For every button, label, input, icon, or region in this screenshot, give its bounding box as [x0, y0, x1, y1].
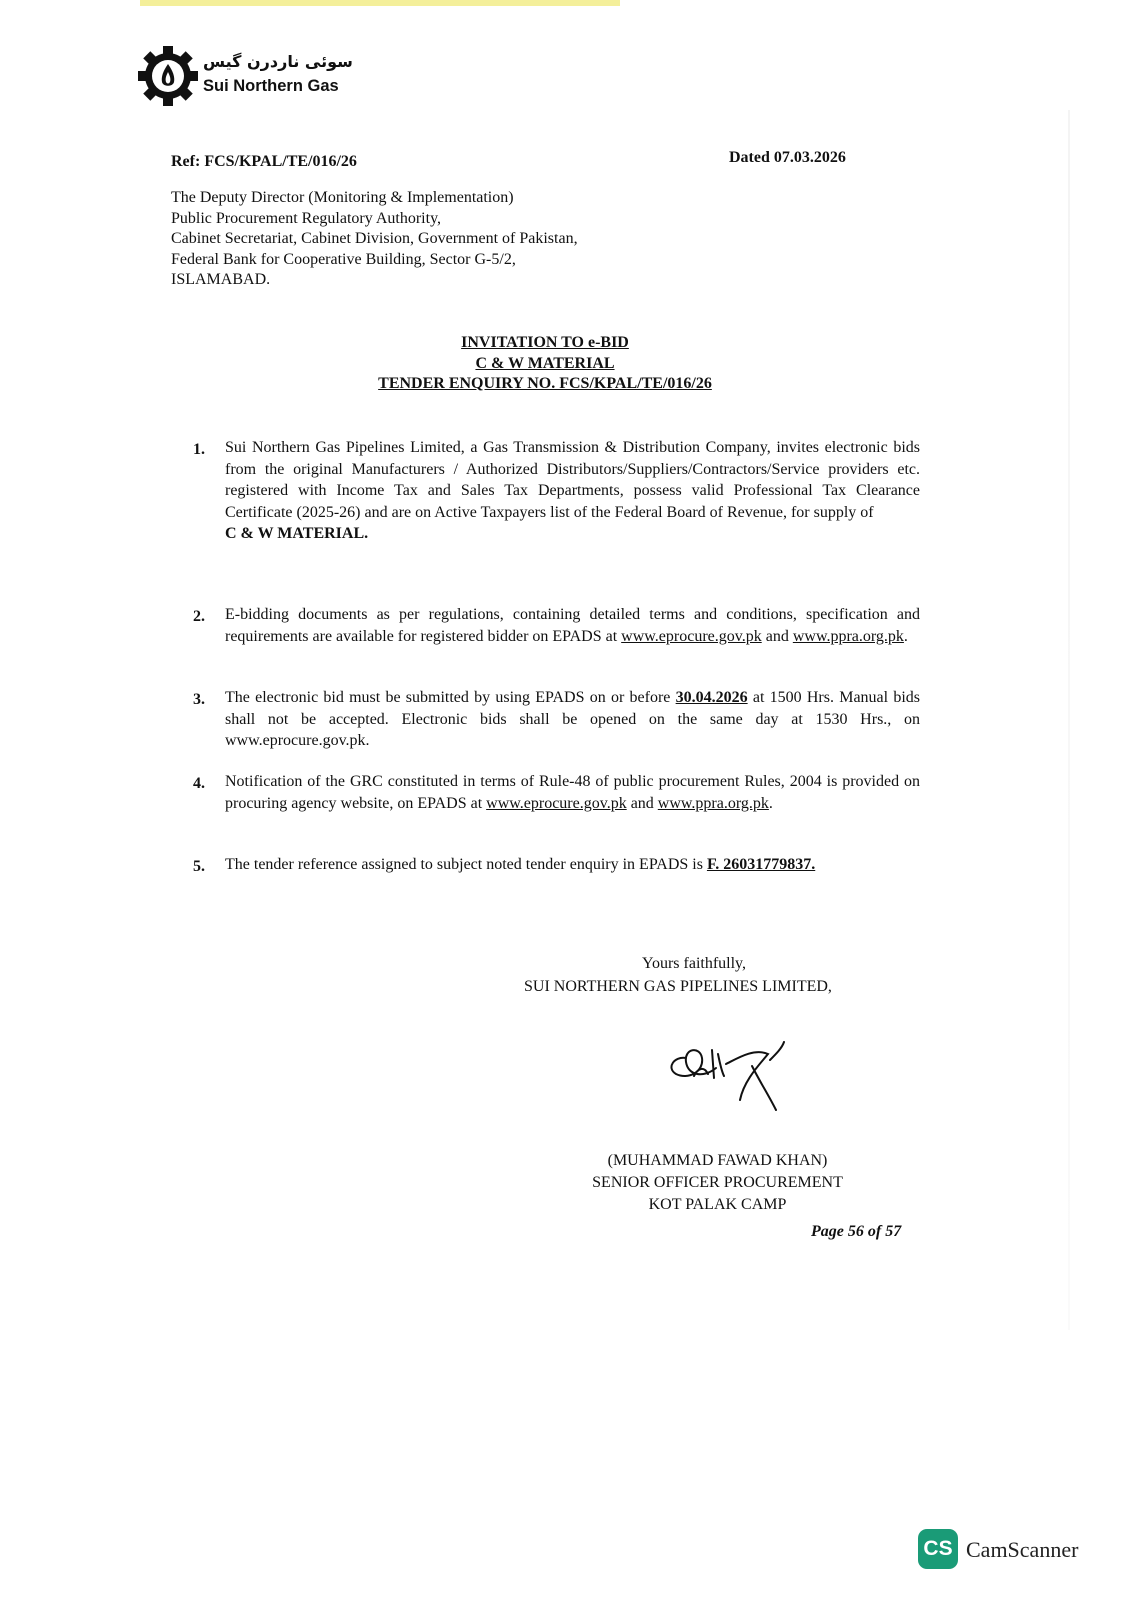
paragraph-3 — [225, 687, 920, 752]
address-line: Cabinet Secretariat, Cabinet Division, Government of Pakistan, — [171, 230, 578, 247]
paragraph-text: The tender reference assigned to subject noted tender enquiry in EPADS is — [225, 856, 707, 873]
conjunction: and — [626, 794, 658, 812]
epads-tender-reference: F. 26031779837. — [706, 856, 816, 873]
camscanner-logo-icon: CS — [918, 1529, 958, 1569]
paragraph-text: Notification of the GRC constituted in terms of Rule-48 of public procurement Rules, 2004 is provided on procuring agency website, on EPADS at — [225, 773, 920, 812]
paragraph-4 — [225, 771, 920, 814]
period: . — [768, 794, 773, 812]
company-logo — [137, 45, 367, 109]
paragraph-number: 4. — [193, 775, 205, 792]
address-line: Federal Bank for Cooperative Building, Sector G-5/2, — [171, 250, 516, 268]
paragraph-number: 3. — [193, 691, 205, 708]
paragraph-text: E-bidding documents as per regulations, containing detailed terms and conditions, specification and requirements are available for registered bidder on EPADS at — [225, 606, 920, 645]
period: . — [903, 627, 908, 645]
paragraph-5 — [225, 854, 920, 876]
camscanner-label: CamScanner — [966, 1537, 1079, 1562]
closing-company: SUI NORTHERN GAS PIPELINES LIMITED, — [524, 978, 832, 995]
letter-date: Dated 07.03.2026 — [729, 149, 846, 166]
subject-line: C & W MATERIAL — [475, 354, 615, 372]
paragraph-number: 5. — [193, 858, 205, 875]
subject-line: TENDER ENQUIRY NO. FCS/KPAL/TE/016/26 — [378, 375, 712, 392]
closing-salutation: Yours faithfully, — [642, 955, 747, 972]
address-line: Public Procurement Regulatory Authority, — [171, 209, 442, 227]
paragraph-number: 1. — [193, 441, 205, 458]
bid-deadline-date: 30.04.2026 — [675, 689, 748, 706]
paragraph-number: 2. — [193, 608, 205, 625]
camscanner-watermark — [918, 1529, 1118, 1577]
signatory-location: KOT PALAK CAMP — [648, 1196, 787, 1213]
eprocure-link[interactable]: www.eprocure.gov.pk — [621, 627, 762, 645]
conjunction: and — [761, 627, 793, 645]
ppra-link[interactable]: www.ppra.org.pk — [657, 794, 769, 812]
signature-block — [575, 1150, 860, 1216]
signatory-title: SENIOR OFFICER PROCUREMENT — [592, 1174, 843, 1191]
material-name: C & W MATERIAL. — [225, 525, 369, 542]
subject-line: INVITATION TO e-BID — [461, 334, 629, 351]
logo-english-text: Sui Northern Gas — [203, 77, 339, 95]
logo-urdu-text: سوئی ناردرن گیس — [203, 52, 353, 71]
gear-flame-logo-icon — [137, 45, 199, 107]
subject-heading — [300, 333, 790, 395]
recipient-address — [171, 188, 578, 291]
paragraph-1 — [225, 437, 920, 545]
ppra-link[interactable]: www.ppra.org.pk — [792, 627, 904, 645]
signature-icon — [664, 1028, 804, 1118]
paragraph-text: at 1500 Hrs. Manual bids shall not be accepted. Electronic bids shall be opened on the same day at 1530 Hrs., on www.eprocure.gov.pk. — [225, 689, 921, 749]
page-number: Page 56 of 57 — [811, 1223, 902, 1240]
paragraph-text: Sui Northern Gas Pipelines Limited, a Gas Transmission & Distribution Company, invites electronic bids from the original Manufacturers / Authorized Distributors/Suppliers/Contractors/Service providers etc. registered with Income Tax and Sales Tax Departments, possess valid Professional Tax Clearance Certificate (2025-26) and are on Active Taxpayers list of the Federal Board of Revenue, for supply of — [225, 439, 920, 521]
paragraph-2 — [225, 604, 920, 647]
address-line: ISLAMABAD. — [171, 271, 271, 288]
scan-edge-shadow — [1068, 110, 1070, 1330]
reference-number: Ref: FCS/KPAL/TE/016/26 — [171, 153, 357, 170]
paragraph-text: The electronic bid must be submitted by using EPADS on or before — [225, 689, 676, 706]
eprocure-link[interactable]: www.eprocure.gov.pk — [486, 794, 627, 812]
scan-top-strip — [140, 0, 620, 6]
address-line: The Deputy Director (Monitoring & Implementation) — [171, 189, 514, 206]
signatory-name: (MUHAMMAD FAWAD KHAN) — [607, 1152, 828, 1169]
